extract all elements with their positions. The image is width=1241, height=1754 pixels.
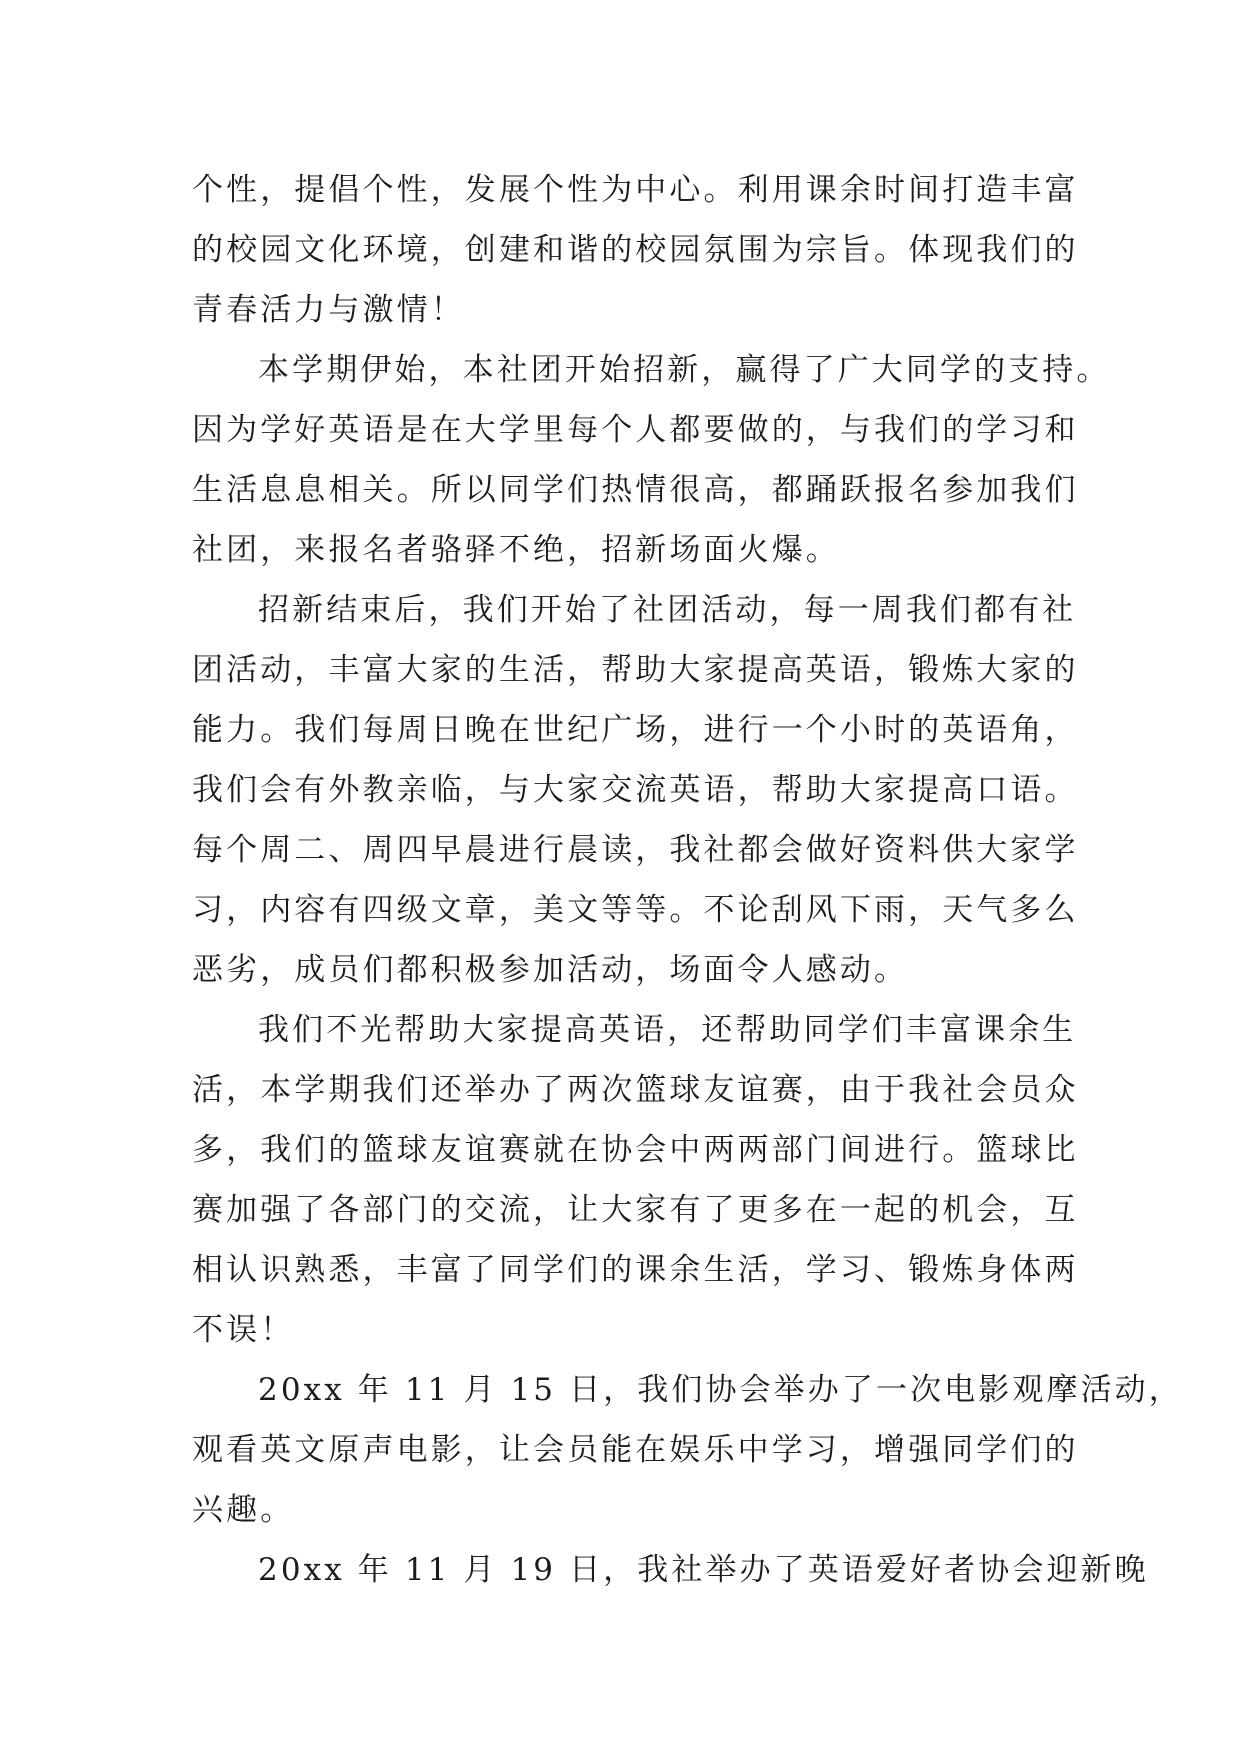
document-body: [192, 160, 1183, 1600]
paragraph-first-line: 20xx 年 11 月 15 日，我们协会举办了一次电影观摩活动，: [258, 1372, 1183, 1408]
text-line: 相认识熟悉，丰富了同学们的课余生活，学习、锻炼身体两: [192, 1252, 1079, 1288]
text-line: 团活动，丰富大家的生活，帮助大家提高英语，锻炼大家的: [192, 652, 1079, 688]
paragraph-first-line: 招新结束后，我们开始了社团活动，每一周我们都有社: [258, 592, 1077, 628]
paragraph-first-line: 20xx 年 11 月 19 日，我社举办了英语爱好者协会迎新晚: [258, 1552, 1149, 1588]
text-line: 习，内容有四级文章，美文等等。不论刮风下雨，天气多么: [192, 892, 1079, 928]
text-line: 不误！: [192, 1312, 295, 1348]
text-line: 我们会有外教亲临，与大家交流英语，帮助大家提高口语。: [192, 772, 1079, 808]
text-line: 每个周二、周四早晨进行晨读，我社都会做好资料供大家学: [192, 832, 1079, 868]
text-line: 个性，提倡个性，发展个性为中心。利用课余时间打造丰富: [192, 172, 1079, 208]
text-line: 生活息息相关。所以同学们热情很高，都踊跃报名参加我们: [192, 472, 1079, 508]
text-line: 的校园文化环境，创建和谐的校园氛围为宗旨。体现我们的: [192, 232, 1079, 268]
text-line: 活，本学期我们还举办了两次篮球友谊赛，由于我社会员众: [192, 1072, 1079, 1108]
text-line: 社团，来报名者骆驿不绝，招新场面火爆。: [192, 532, 840, 568]
text-line: 观看英文原声电影，让会员能在娱乐中学习，增强同学们的: [192, 1432, 1079, 1468]
text-line: 青春活力与激情！: [192, 292, 465, 328]
text-line: 兴趣。: [192, 1492, 295, 1528]
text-line: 能力。我们每周日晚在世纪广场，进行一个小时的英语角，: [192, 712, 1079, 748]
paragraph-first-line: 本学期伊始，本社团开始招新，赢得了广大同学的支持。: [258, 352, 1111, 388]
paragraph-first-line: 我们不光帮助大家提高英语，还帮助同学们丰富课余生: [258, 1012, 1077, 1048]
text-line: 多，我们的篮球友谊赛就在协会中两两部门间进行。篮球比: [192, 1132, 1079, 1168]
text-line: 赛加强了各部门的交流，让大家有了更多在一起的机会，互: [192, 1192, 1079, 1228]
text-line: 恶劣，成员们都积极参加活动，场面令人感动。: [192, 952, 909, 988]
text-line: 因为学好英语是在大学里每个人都要做的，与我们的学习和: [192, 412, 1079, 448]
